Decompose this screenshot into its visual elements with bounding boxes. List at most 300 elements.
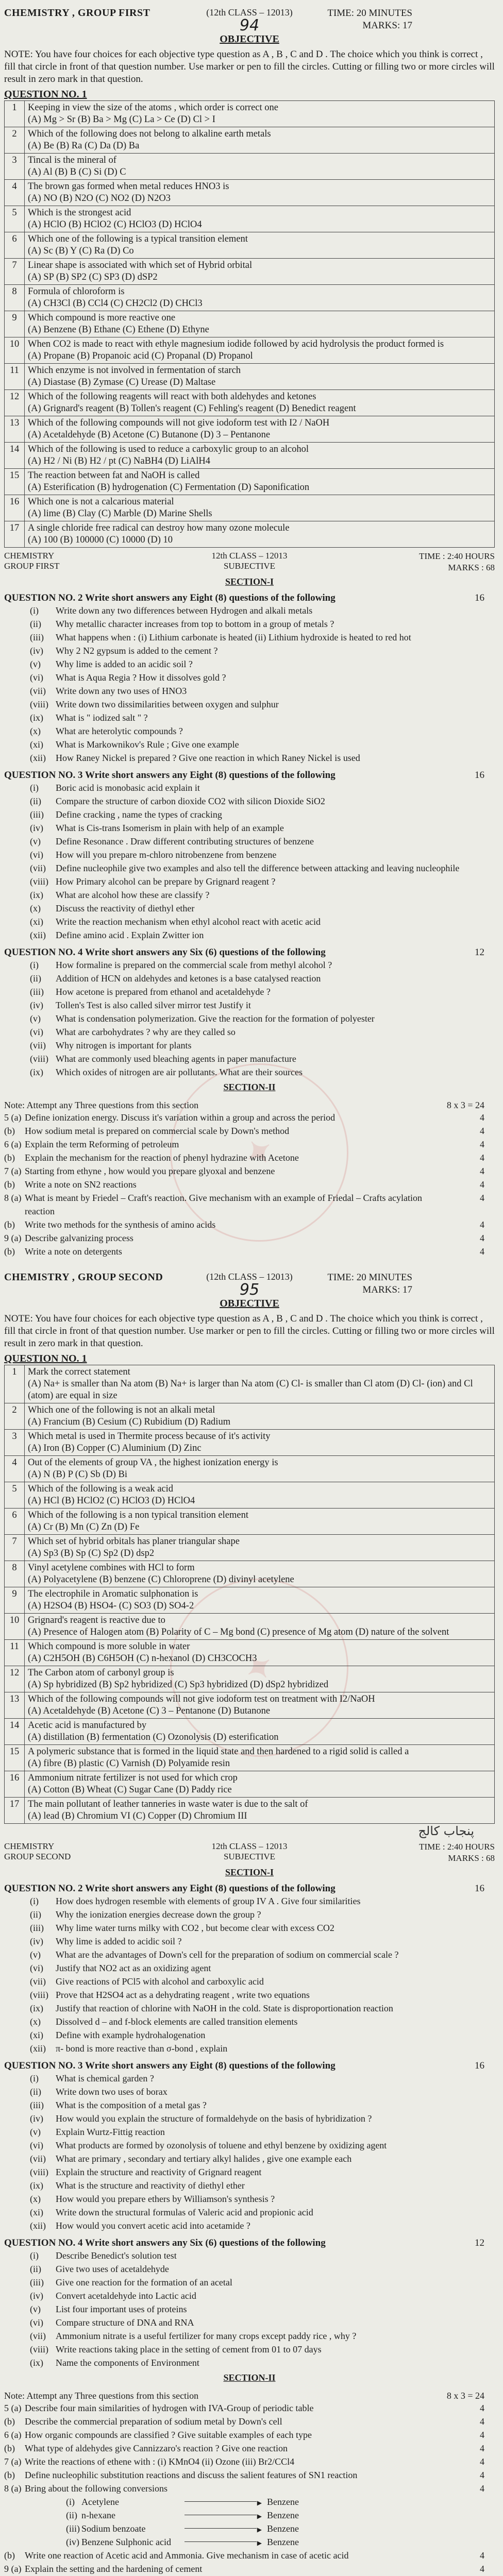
mcq-question: Which of the following reagents will react with both aldehydes and ketones bbox=[28, 392, 316, 402]
short-question-number: (i) bbox=[30, 605, 39, 616]
mcq-body bbox=[25, 1719, 495, 1745]
short-question-text: How Primary alcohol can be prepare by Grignard reagent ? bbox=[56, 876, 276, 887]
short-question-number: (i) bbox=[30, 783, 39, 793]
conversions-cell bbox=[4, 2495, 495, 2549]
mcq-number: 14 bbox=[5, 1719, 25, 1745]
short-question-number: (ii) bbox=[30, 2087, 41, 2097]
subjective-right bbox=[327, 1841, 495, 1864]
long-question-marks: 4 bbox=[480, 2430, 484, 2440]
long-question-text: Define ionization energy. Discuss it's variation within a group and across the period bbox=[25, 1112, 336, 1123]
mcq-number: 7 bbox=[5, 259, 25, 285]
subjective-time: TIME : 2:40 HOURS bbox=[419, 551, 495, 561]
mcq-row bbox=[5, 1798, 495, 1824]
mcq-body bbox=[25, 1430, 495, 1456]
mcq-row bbox=[5, 1482, 495, 1509]
mcq-number: 12 bbox=[5, 390, 25, 416]
long-question-number: (b) bbox=[4, 2550, 15, 2561]
short-question-text: Convert acetaldehyde into Lactic acid bbox=[56, 2291, 196, 2301]
short-question bbox=[30, 972, 495, 985]
short-question-text: Give reactions of PCl5 with alcohol and carboxylic acid bbox=[56, 1976, 264, 1987]
short-question bbox=[30, 2343, 495, 2356]
mcq-question: Acetic acid is manufactured by bbox=[28, 1720, 147, 1731]
mcq-body bbox=[25, 1561, 495, 1587]
mcq-number: 1 bbox=[5, 1365, 25, 1403]
q3-marks: 16 bbox=[475, 2060, 484, 2071]
mcq-options: (A) Presence of Halogen atom (B) Polarity of C – Mg bond (C) presence of Mg atom (D) nature of the solvent bbox=[28, 1627, 449, 1637]
mcq-number: 4 bbox=[5, 180, 25, 206]
short-question-number: (i) bbox=[30, 2073, 39, 2083]
q3-title: QUESTION NO. 3 Write short answers any Eight (8) questions of the following bbox=[4, 2060, 336, 2071]
mcq-number: 13 bbox=[5, 1692, 25, 1719]
long-question-text: Write the reactions of ethene with : (i) KMnO4 (ii) Ozone (iii) Br2/CCl4 bbox=[25, 2456, 295, 2467]
mcq-question: Which of the following is a non typical transition element bbox=[28, 1510, 248, 1520]
mcq-row bbox=[5, 1719, 495, 1745]
class-line: (12th CLASS – 12013) bbox=[206, 7, 293, 18]
mcq-question: Which enzyme is not involved in fermentation of starch bbox=[28, 365, 241, 376]
short-question-number: (ii) bbox=[30, 619, 41, 629]
long-question-row bbox=[4, 1151, 495, 1164]
long-question-marks: 4 bbox=[480, 2470, 484, 2480]
time-limit: TIME: 20 MINUTES bbox=[327, 1272, 412, 1283]
header-right bbox=[327, 1272, 495, 1296]
long-question-text: What is meant by Friedel – Craft's reaction. Give mechanism with an example of Friedal – Crafts acylation reaction bbox=[25, 1193, 423, 1216]
mcq-question: Which compound is more reactive one bbox=[28, 313, 176, 323]
short-question bbox=[30, 1975, 495, 1988]
question-1-title: QUESTION NO. 1 bbox=[4, 1353, 87, 1364]
mcq-body bbox=[25, 1482, 495, 1509]
mcq-options: (A) CH3Cl (B) CCl4 (C) CH2Cl2 (D) CHCl3 bbox=[28, 298, 203, 309]
short-question-number: (xi) bbox=[30, 917, 43, 927]
subjective-center bbox=[172, 1841, 327, 1864]
short-question-text: Describe Benedict's solution test bbox=[56, 2250, 177, 2261]
mcq-options: (A) Acetaldehyde (B) Acetone (C) 3 – Pentanone (D) Butanone bbox=[28, 1706, 271, 1716]
mcq-question: The Carbon atom of carbonyl group is bbox=[28, 1668, 174, 1678]
short-question bbox=[30, 2262, 495, 2276]
mcq-options: (A) Cotton (B) Wheat (C) Sugar Cane (D) Paddy rice bbox=[28, 1785, 232, 1795]
short-question bbox=[30, 631, 495, 644]
conversions-list bbox=[66, 2495, 495, 2549]
short-question-number: (iv) bbox=[30, 646, 43, 656]
short-question-text: What is Cis-trans Isomerism in plain with help of an example bbox=[56, 823, 284, 833]
mcq-question: Out of the elements of group VA , the highest ionization energy is bbox=[28, 1458, 278, 1468]
short-question-number: (viii) bbox=[30, 699, 48, 709]
short-question-number: (ii) bbox=[30, 2264, 41, 2274]
short-question-number: (iii) bbox=[30, 632, 44, 642]
long-question-row bbox=[4, 1178, 495, 1191]
mcq-question: A polymeric substance that is formed in the liquid state and then hardened to a rigid solid is called a bbox=[28, 1747, 409, 1757]
short-question-text: Compare structure of DNA and RNA bbox=[56, 2317, 194, 2328]
mcq-question: Ammonium nitrate fertilizer is not used for which crop bbox=[28, 1773, 238, 1783]
mcq-number: 15 bbox=[5, 469, 25, 495]
long-question-marks: 4 bbox=[480, 2443, 484, 2453]
short-question-text: What happens when : (i) Lithium carbonate is heated (ii) Lithium hydroxide is heated to red hot bbox=[56, 632, 411, 642]
short-question bbox=[30, 985, 495, 998]
mcq-number: 6 bbox=[5, 1509, 25, 1535]
attempt-note: Note: Attempt any Three questions from this section bbox=[4, 2391, 199, 2401]
long-question-marks: 4 bbox=[480, 1153, 484, 1163]
short-question-number: (viii) bbox=[30, 2344, 48, 2354]
short-question-text: Boric acid is monobasic acid explain it bbox=[56, 783, 200, 793]
short-question bbox=[30, 958, 495, 972]
mcq-row bbox=[5, 443, 495, 469]
short-question-text: How formaline is prepared on the commercial scale from methyl alcohol ? bbox=[56, 960, 332, 970]
short-question-text: What are heterolytic compounds ? bbox=[56, 726, 183, 736]
spacer bbox=[4, 1258, 495, 1264]
long-question-marks: 4 bbox=[480, 1193, 484, 1203]
short-question bbox=[30, 2192, 495, 2206]
short-question-text: What are carbohydrates ? why are they called so bbox=[56, 1027, 236, 1037]
long-question-number: (b) bbox=[4, 2416, 15, 2427]
long-question-row bbox=[4, 2455, 495, 2468]
mcq-options: (A) Cr (B) Mn (C) Zn (D) Fe bbox=[28, 1522, 140, 1532]
mcq-question: Which one of the following is a typical transition element bbox=[28, 234, 248, 244]
short-question bbox=[30, 781, 495, 794]
conversion-to: Benzene bbox=[267, 2523, 299, 2534]
q3-heading bbox=[4, 2060, 495, 2072]
mcq-row bbox=[5, 1456, 495, 1482]
short-question bbox=[30, 915, 495, 928]
short-question bbox=[30, 657, 495, 671]
q4-marks: 12 bbox=[475, 2238, 484, 2248]
mcq-number: 11 bbox=[5, 1640, 25, 1666]
mcq-body bbox=[25, 285, 495, 311]
conversion-item bbox=[66, 2522, 495, 2535]
short-question bbox=[30, 1935, 495, 1948]
mcq-question: Which of the following compounds will not give iodoform test on treatment with I2/NaOH bbox=[28, 1694, 375, 1704]
short-question-text: Why metallic character increases from top to bottom in a group of metals ? bbox=[56, 619, 334, 629]
short-question-number: (iii) bbox=[30, 987, 44, 997]
subjective-marks: MARKS : 68 bbox=[448, 1853, 495, 1863]
short-question bbox=[30, 1012, 495, 1025]
subjective-subject: CHEMISTRY bbox=[4, 551, 55, 561]
mcq-options: (A) Esterification (B) hydrogenation (C) Fermentation (D) Saponification bbox=[28, 482, 310, 493]
long-question-row bbox=[4, 1111, 495, 1124]
short-question-text: Define cracking , name the types of cracking bbox=[56, 809, 222, 820]
short-question bbox=[30, 1921, 495, 1935]
mcq-body bbox=[25, 1771, 495, 1798]
mcq-body bbox=[25, 1666, 495, 1692]
subjective-title: SUBJECTIVE bbox=[223, 1852, 276, 1861]
long-question-marks: 4 bbox=[480, 2403, 484, 2413]
short-question bbox=[30, 2289, 495, 2302]
short-question-text: Write down any two differences between Hydrogen and alkali metals bbox=[56, 605, 313, 616]
mcq-question: Formula of chloroform is bbox=[28, 286, 125, 297]
short-question bbox=[30, 2125, 495, 2139]
short-question-number: (x) bbox=[30, 2194, 41, 2204]
q4-title: QUESTION NO. 4 Write short answers any Six (6) questions of the following bbox=[4, 2238, 326, 2248]
short-question-number: (i) bbox=[30, 1896, 39, 1906]
mcq-options: (A) Propane (B) Propanoic acid (C) Propanal (D) Propanol bbox=[28, 351, 253, 361]
long-question-number: 6 (a) bbox=[4, 2430, 22, 2440]
long-question-text: Write one reaction of Acetic acid and Ammonia. Give mechanism in case of acetic acid bbox=[25, 2550, 349, 2561]
short-question bbox=[30, 888, 495, 902]
long-question-row bbox=[4, 2428, 495, 2442]
mcq-body bbox=[25, 1640, 495, 1666]
long-question-text: Starting from ethyne , how would you prepare glyoxal and benzene bbox=[25, 1166, 275, 1176]
short-question bbox=[30, 835, 495, 848]
short-question bbox=[30, 2085, 495, 2098]
mcq-row bbox=[5, 1509, 495, 1535]
q3-title: QUESTION NO. 3 Write short answers any Eight (8) questions of the following bbox=[4, 770, 336, 781]
short-question-text: How would you convert acetic acid into acetamide ? bbox=[56, 2221, 250, 2231]
short-question bbox=[30, 2356, 495, 2369]
short-question-text: How Raney Nickel is prepared ? Give one reaction in which Raney Nickel is used bbox=[56, 753, 360, 763]
watermark-seal: ✦ bbox=[135, 1544, 383, 1792]
group1-paper bbox=[4, 7, 495, 1258]
mcq-row bbox=[5, 1745, 495, 1771]
mcq-number: 11 bbox=[5, 364, 25, 390]
short-question-number: (ii) bbox=[30, 1909, 41, 1920]
mcq-body bbox=[25, 127, 495, 154]
short-question-text: Why nitrogen is important for plants bbox=[56, 1040, 192, 1050]
q2-heading bbox=[4, 1883, 495, 1894]
paper-code: 94 bbox=[239, 16, 260, 35]
short-question bbox=[30, 2329, 495, 2343]
mcq-row bbox=[5, 1561, 495, 1587]
short-question bbox=[30, 2002, 495, 2015]
long-question-number: (b) bbox=[4, 1246, 15, 1257]
short-question-text: What is Aqua Regia ? How it dissolves gold ? bbox=[56, 672, 226, 683]
mcq-options: (A) lead (B) Chromium VI (C) Copper (D) Chromium III bbox=[28, 1811, 247, 1821]
short-question bbox=[30, 2206, 495, 2219]
long-question-marks: 4 bbox=[480, 2564, 484, 2574]
mcq-number: 9 bbox=[5, 1587, 25, 1614]
mcq-body bbox=[25, 364, 495, 390]
mcq-question: Vinyl acetylene combines with HCl to form bbox=[28, 1563, 195, 1573]
mcq-options: (A) Sp3 (B) Sp (C) Sp2 (D) dsp2 bbox=[28, 1548, 155, 1558]
instructions-note: NOTE: You have four choices for each objective type question as A , B , C and D . The choice which you think is correct , fill that circle in front of that question number. Use marker or pen to fill the circles. Cutting or filling two or more circles will result in zero mark in that question. bbox=[4, 49, 495, 84]
short-question-text: Why lime is added to an acidic soil ? bbox=[56, 659, 193, 669]
short-question bbox=[30, 1052, 495, 1065]
short-question-number: (viii) bbox=[30, 1990, 48, 2000]
mcq-body bbox=[25, 1798, 495, 1824]
section-2-note bbox=[4, 1100, 495, 1111]
section-1-title: SECTION-I bbox=[225, 1867, 274, 1877]
long-question-text: How organic compounds are classified ? Give suitable examples of each type bbox=[25, 2430, 312, 2440]
long-question-number: 7 (a) bbox=[4, 1166, 22, 1176]
short-question-number: (v) bbox=[30, 836, 41, 846]
short-question bbox=[30, 2249, 495, 2262]
conversion-to: Benzene bbox=[267, 2537, 299, 2547]
mcq-number: 5 bbox=[5, 1482, 25, 1509]
header-right bbox=[327, 7, 495, 32]
mcq-options: (A) Grignard's reagent (B) Tollen's reagent (C) Fehling's reagent (D) Benedict reagent bbox=[28, 403, 356, 414]
short-question-text: Justify that NO2 act as an oxidizing agent bbox=[56, 1963, 211, 1973]
mcq-question: Which set of hybrid orbitals has planer triangular shape bbox=[28, 1536, 240, 1547]
short-question-text: Define Resonance . Draw different contributing structures of benzene bbox=[56, 836, 314, 846]
short-question-number: (iii) bbox=[30, 2100, 44, 2110]
short-question bbox=[30, 2028, 495, 2042]
time-limit: TIME: 20 MINUTES bbox=[327, 8, 412, 19]
urdu-stamp: پنجاب کالج bbox=[418, 1824, 474, 1838]
objective-header bbox=[4, 1272, 495, 1310]
short-question-text: What products are formed by ozonolysis of toluene and ethyl benzene by oxidizing agent bbox=[56, 2140, 387, 2150]
short-question bbox=[30, 617, 495, 631]
conversion-number: (iv) bbox=[66, 2537, 79, 2547]
short-question-text: Write the reaction mechanism when ethyl alcohol react with acetic acid bbox=[56, 917, 321, 927]
conversion-number: (ii) bbox=[66, 2510, 77, 2520]
short-question bbox=[30, 2152, 495, 2165]
short-question bbox=[30, 1961, 495, 1975]
long-question-marks: 4 bbox=[480, 2483, 484, 2494]
short-question-number: (i) bbox=[30, 2250, 39, 2261]
long-question-row bbox=[4, 1138, 495, 1151]
mcq-options: (A) H2SO4 (B) HSO4- (C) SO3 (D) SO4-2 bbox=[28, 1601, 194, 1611]
mcq-question: A single chloride free radical can destroy how many ozone molecule bbox=[28, 523, 290, 533]
short-question bbox=[30, 671, 495, 684]
mcq-row bbox=[5, 1640, 495, 1666]
mcq-body bbox=[25, 521, 495, 548]
mcq-body bbox=[25, 311, 495, 337]
instructions-note: NOTE: You have four choices for each objective type question as A , B , C and D . The choice which you think is correct , fill that circle in front of that question number. Use marker or pen to fill the circles. Cutting or filling two or more circles will result in zero mark in that question. bbox=[4, 1313, 495, 1349]
q2-title: QUESTION NO. 2 Write short answers any Eight (8) questions of the following bbox=[4, 1883, 336, 1894]
arrow-icon bbox=[185, 2522, 257, 2529]
short-question-text: Explain Wurtz-Fittig reaction bbox=[56, 2127, 165, 2137]
long-question-row bbox=[4, 2549, 495, 2562]
mcq-options: (A) H2 / Ni (B) H2 / pt (C) NaBH4 (D) LiAlH4 bbox=[28, 456, 211, 466]
mcq-table bbox=[4, 1365, 495, 1824]
short-question-number: (ix) bbox=[30, 890, 43, 900]
mcq-options: (A) NO (B) N2O (C) NO2 (D) N2O3 bbox=[28, 193, 171, 204]
mcq-options: (A) Polyacetylene (B) benzene (C) Chloroprene (D) divinyl acetylene bbox=[28, 1574, 294, 1585]
mcq-number: 9 bbox=[5, 311, 25, 337]
mcq-row bbox=[5, 1535, 495, 1561]
mcq-row bbox=[5, 1430, 495, 1456]
mcq-body bbox=[25, 1745, 495, 1771]
subjective-subject: CHEMISTRY bbox=[4, 1841, 55, 1851]
short-question bbox=[30, 848, 495, 861]
paper-code: 95 bbox=[239, 1281, 260, 1299]
short-question-text: Give one reaction for the formation of an acetal bbox=[56, 2277, 232, 2287]
short-question-number: (ix) bbox=[30, 2003, 43, 2013]
short-question-text: Addition of HCN on aldehydes and ketones is a base catalysed reaction bbox=[56, 973, 321, 984]
subjective-header bbox=[4, 551, 495, 573]
subjective-group: GROUP FIRST bbox=[4, 561, 60, 571]
conversion-from: Benzene Sulphonic acid bbox=[81, 2537, 171, 2547]
long-questions-table bbox=[4, 1111, 495, 1258]
short-question-number: (ix) bbox=[30, 1067, 43, 1077]
mcq-number: 14 bbox=[5, 443, 25, 469]
mcq-options: (A) C2H5OH (B) C6H5OH (C) n-hexanol (D) CH3COCH3 bbox=[28, 1653, 257, 1664]
mcq-body bbox=[25, 416, 495, 443]
short-question bbox=[30, 1908, 495, 1921]
short-question-text: Give two uses of acetaldehyde bbox=[56, 2264, 169, 2274]
q3-marks: 16 bbox=[475, 770, 484, 781]
q2-title: QUESTION NO. 2 Write short answers any Eight (8) questions of the following bbox=[4, 592, 336, 603]
long-question-number: 9 (a) bbox=[4, 2564, 22, 2574]
long-question-number: (b) bbox=[4, 1219, 15, 1230]
short-question bbox=[30, 711, 495, 724]
objective-header bbox=[4, 7, 495, 45]
short-question-number: (x) bbox=[30, 726, 41, 736]
short-question-text: Define with example hydrohalogenation bbox=[56, 2030, 206, 2040]
q4-title: QUESTION NO. 4 Write short answers any Six (6) questions of the following bbox=[4, 947, 326, 958]
q3-list bbox=[30, 781, 495, 942]
class-line: (12th CLASS – 12013) bbox=[206, 1272, 293, 1282]
mcq-row bbox=[5, 521, 495, 548]
short-question-text: What is chemical garden ? bbox=[56, 2073, 154, 2083]
mcq-row bbox=[5, 1614, 495, 1640]
mcq-options: (A) SP (B) SP2 (C) SP3 (D) dSP2 bbox=[28, 272, 158, 282]
long-question-marks: 4 bbox=[480, 1219, 484, 1230]
short-question-number: (iii) bbox=[30, 809, 44, 820]
long-question-number: 8 (a) bbox=[4, 1193, 22, 1203]
subjective-header bbox=[4, 1841, 495, 1864]
short-question-text: Why the ionization energies decrease down the group ? bbox=[56, 1909, 261, 1920]
long-question-number: (b) bbox=[4, 1126, 15, 1136]
mcq-body bbox=[25, 469, 495, 495]
short-question-number: (xii) bbox=[30, 2221, 46, 2231]
short-question-number: (vi) bbox=[30, 672, 43, 683]
long-question-number: 5 (a) bbox=[4, 2403, 22, 2413]
mcq-question: The brown gas formed when metal reduces HNO3 is bbox=[28, 181, 229, 192]
conversion-from: Sodium benzoate bbox=[81, 2523, 146, 2534]
short-question-text: What is Markownikov's Rule ; Give one example bbox=[56, 739, 239, 750]
mcq-body bbox=[25, 1692, 495, 1719]
mcq-question: Tincal is the mineral of bbox=[28, 155, 116, 165]
short-question bbox=[30, 2139, 495, 2152]
short-question bbox=[30, 2098, 495, 2112]
mcq-question: Which is the strongest acid bbox=[28, 208, 131, 218]
mcq-options: (A) Sc (B) Y (C) Ra (D) Co bbox=[28, 246, 134, 256]
mcq-body bbox=[25, 154, 495, 180]
mcq-row bbox=[5, 180, 495, 206]
short-question bbox=[30, 998, 495, 1012]
mcq-row bbox=[5, 311, 495, 337]
long-question-text: How sodium metal is prepared on commercial scale by Down's method bbox=[25, 1126, 290, 1136]
short-question-text: Write reactions taking place in the setting of cement from 01 to 07 days bbox=[56, 2344, 322, 2354]
mcq-body bbox=[25, 232, 495, 259]
short-question-number: (iv) bbox=[30, 2113, 43, 2124]
short-question bbox=[30, 1948, 495, 1961]
mcq-question: Which metal is used in Thermite process because of it's activity bbox=[28, 1431, 271, 1442]
arrow-icon bbox=[185, 2509, 257, 2515]
short-question bbox=[30, 794, 495, 808]
mcq-question: Linear shape is associated with which set of Hybrid orbital bbox=[28, 260, 253, 270]
short-question-text: π- bond is more reactive than σ-bond , explain bbox=[56, 2043, 228, 2054]
q4-list bbox=[30, 958, 495, 1079]
header-center bbox=[172, 1272, 327, 1310]
conversion-number: (iii) bbox=[66, 2523, 80, 2534]
q4-heading bbox=[4, 2238, 495, 2249]
mcq-number: 17 bbox=[5, 1798, 25, 1824]
short-question-text: Why lime is added to acidic soil ? bbox=[56, 1936, 182, 1946]
exam-paper bbox=[0, 7, 503, 2576]
short-question bbox=[30, 1039, 495, 1052]
total-marks: MARKS: 17 bbox=[362, 1284, 412, 1295]
mcq-options: (A) Na+ is smaller than Na atom (B) Na+ is larger than Na atom (C) Cl- is smaller than Cl atom (D) Cl- (ion) and Cl (atom) are equal in size bbox=[28, 1379, 473, 1401]
mcq-row bbox=[5, 1365, 495, 1403]
short-question-text: Which oxides of nitrogen are air pollutants. What are their sources bbox=[56, 1067, 303, 1077]
subjective-title: SUBJECTIVE bbox=[223, 561, 276, 571]
attempt-marks: 8 x 3 = 24 bbox=[446, 2391, 484, 2401]
short-question bbox=[30, 2165, 495, 2179]
long-question-text: Describe galvanizing process bbox=[25, 1233, 133, 1243]
short-question-text: How does hydrogen resemble with elements of group IV A . Give four similarities bbox=[56, 1896, 361, 1906]
long-question-number: (b) bbox=[4, 2470, 15, 2480]
long-question-text: Write a note on SN2 reactions bbox=[25, 1179, 137, 1190]
long-question-text: Bring about the following conversions bbox=[25, 2483, 167, 2494]
short-question-number: (x) bbox=[30, 2016, 41, 2027]
short-question-number: (iii) bbox=[30, 1923, 44, 1933]
conversion-item bbox=[66, 2509, 495, 2522]
subjective-class: 12th CLASS – 12013 bbox=[211, 551, 288, 561]
mcq-row bbox=[5, 1692, 495, 1719]
long-question-text: Explain the setting and the hardening of cement bbox=[25, 2564, 203, 2574]
mcq-number: 10 bbox=[5, 1614, 25, 1640]
mcq-question: Which of the following does not belong to alkaline earth metals bbox=[28, 129, 271, 139]
short-question-text: Why lime water turns milky with CO2 , but become clear with excess CO2 bbox=[56, 1923, 334, 1933]
